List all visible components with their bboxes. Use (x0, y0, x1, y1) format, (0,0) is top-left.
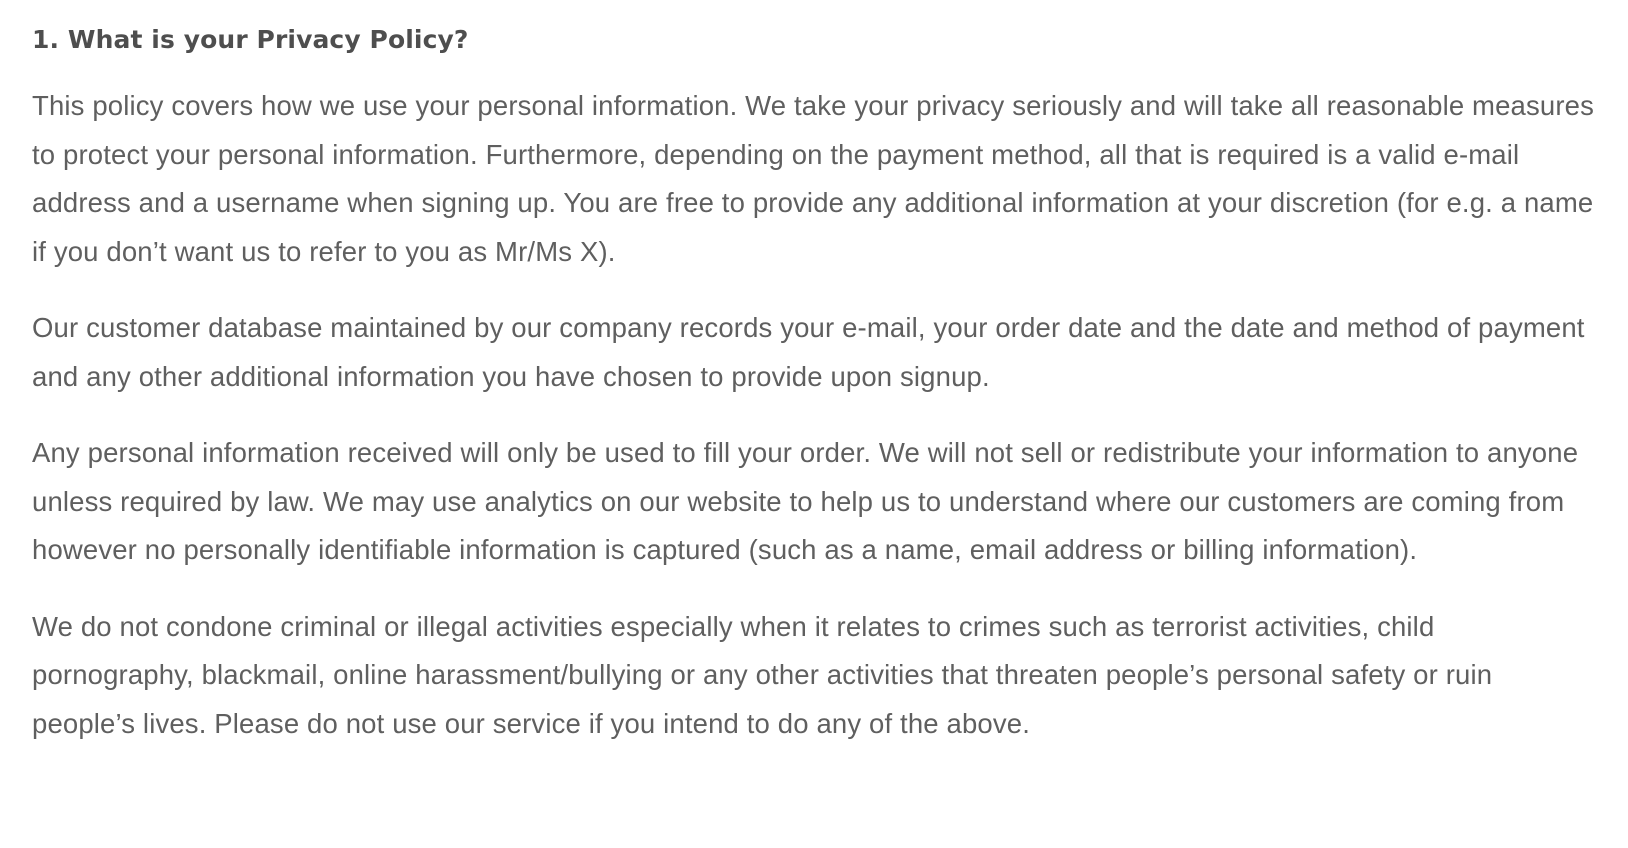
privacy-policy-section (32, 22, 1598, 748)
paragraph-data-usage: This policy covers how we use your personal information. We take your privacy seriously and will take all reasonable measures to protect your personal information. Furthermore, depending on the payment method, all that is required is a valid e-mail address and a username when signing up. You are free to provide any additional information at your discretion (for e.g. a name if you don’t want us to refer to you as Mr/Ms X). (32, 90, 1594, 267)
paragraph-information-sharing: Any personal information received will only be used to fill your order. We will not sell or redistribute your information to anyone unless required by law. We may use analytics on our website to help us to understand where our customers are coming from however no personally identifiable information is captured (such as a name, email address or billing information). (32, 437, 1579, 565)
paragraph-prohibited-activities: We do not condone criminal or illegal activities especially when it relates to crimes such as terrorist activities, child pornography, blackmail, online harassment/bullying or any other activities that threaten people’s personal safety or ruin people’s lives. Please do not use our service if you intend to do any of the above. (32, 610, 1493, 739)
section-heading: 1. What is your Privacy Policy? (32, 25, 469, 54)
paragraph-customer-database: Our customer database maintained by our company records your e-mail, your order date and the date and method of payment and any other additional information you have chosen to provide upon signup. (32, 312, 1585, 392)
